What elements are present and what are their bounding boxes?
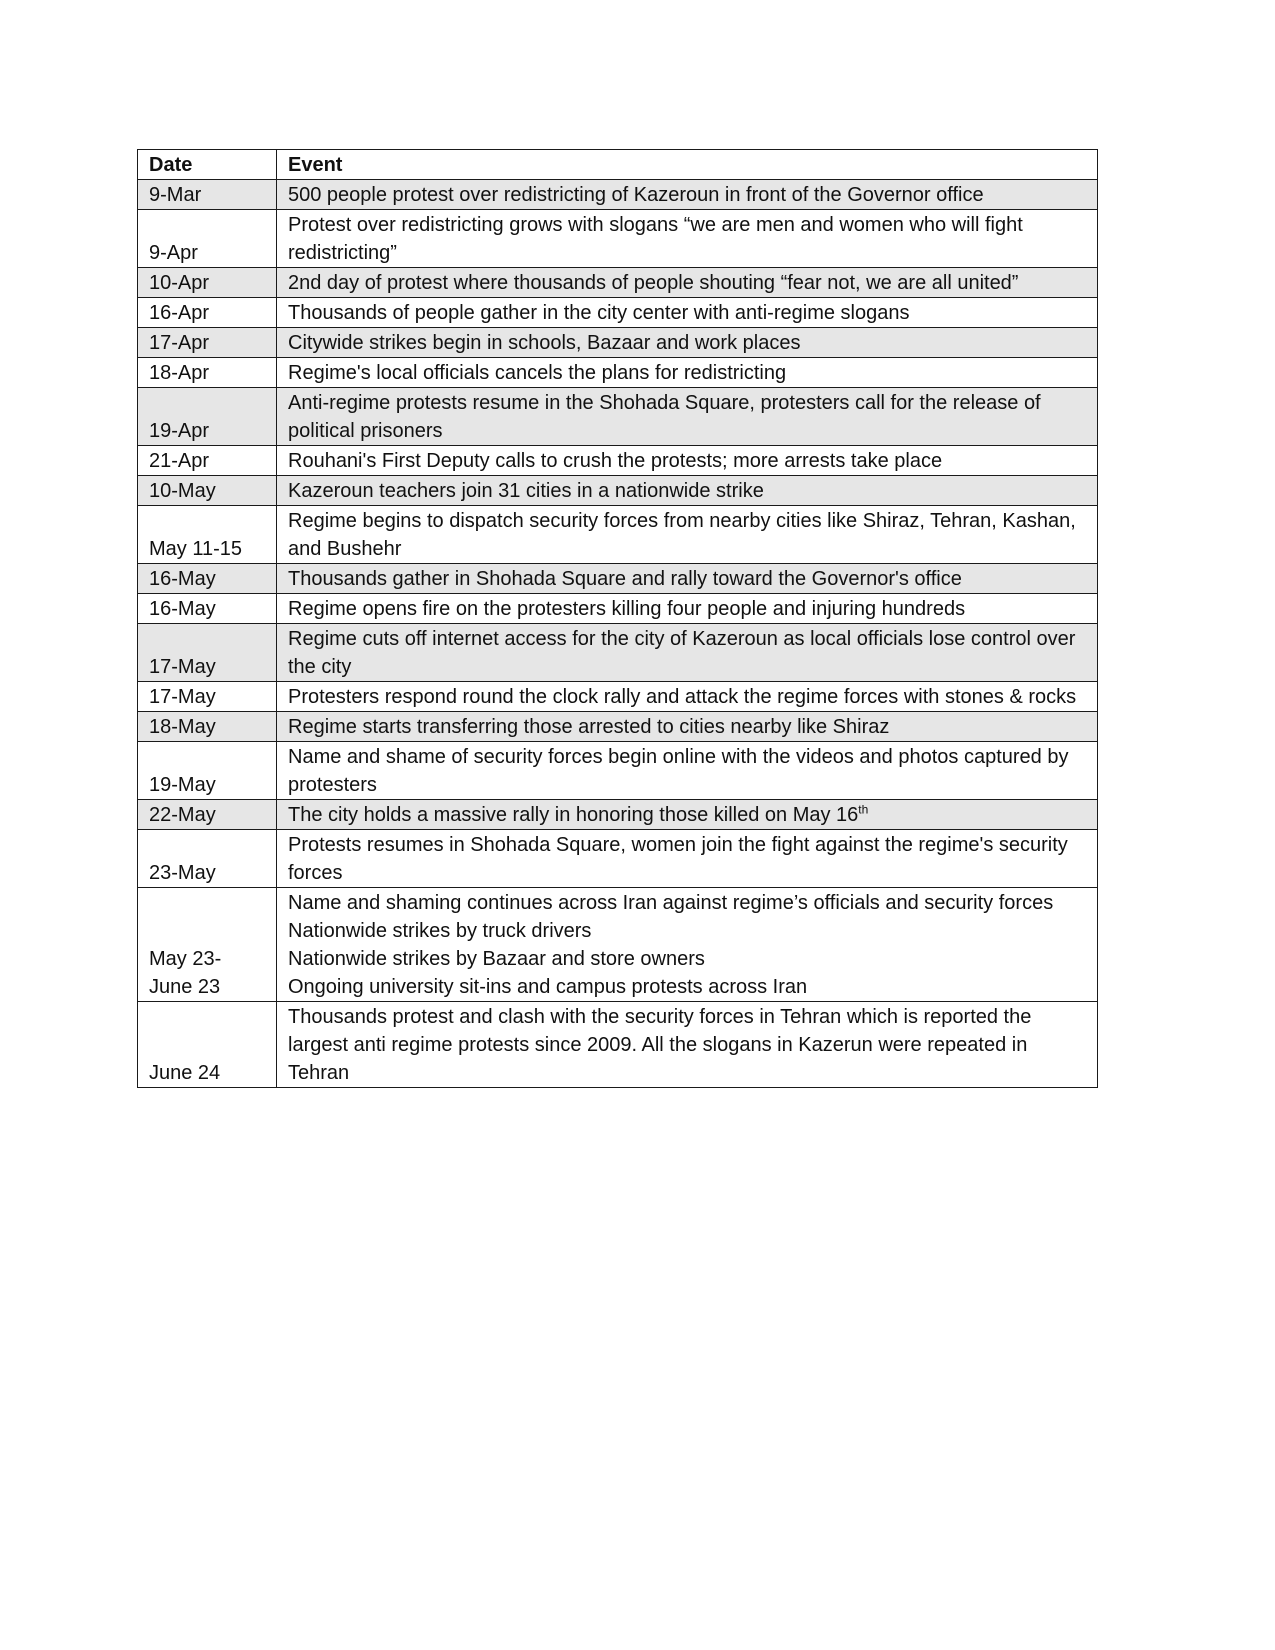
date-cell — [138, 446, 277, 476]
event-text — [288, 801, 1087, 829]
event-cell — [277, 446, 1098, 476]
date-cell — [138, 830, 277, 888]
event-text-main: Regime starts transferring those arrested to cities nearby like Shiraz — [288, 716, 890, 738]
date-text: 19-May — [149, 774, 216, 796]
event-cell — [277, 506, 1098, 564]
date-cell — [138, 888, 277, 1002]
ordinal-suffix: th — [858, 802, 869, 817]
table-row — [138, 298, 1098, 328]
table-row — [138, 1002, 1098, 1088]
date-cell — [138, 742, 277, 800]
table-row — [138, 682, 1098, 712]
event-text — [288, 713, 1087, 741]
table-body — [138, 180, 1098, 1088]
date-cell — [138, 210, 277, 268]
date-cell — [138, 506, 277, 564]
date-text: 18-May — [149, 716, 216, 738]
date-text: 22-May — [149, 804, 216, 826]
date-cell — [138, 476, 277, 506]
event-cell — [277, 682, 1098, 712]
event-cell — [277, 712, 1098, 742]
event-cell — [277, 180, 1098, 210]
event-text-main: Regime's local officials cancels the plans for redistricting — [288, 362, 787, 384]
table-row — [138, 800, 1098, 830]
date-text: 17-May — [149, 686, 216, 708]
event-timeline-table — [137, 149, 1098, 1088]
event-text — [288, 565, 1087, 593]
event-cell — [277, 388, 1098, 446]
date-text: 21-Apr — [149, 450, 210, 472]
table-row — [138, 830, 1098, 888]
date-text: 10-Apr — [149, 272, 210, 294]
date-text: 9-Mar — [149, 184, 202, 206]
event-text-main: Rouhani's First Deputy calls to crush the protests; more arrests take place — [288, 450, 943, 472]
event-text — [288, 359, 1087, 387]
date-cell — [138, 800, 277, 830]
event-text-main: 2nd day of protest where thousands of people shouting “fear not, we are all united” — [288, 272, 1019, 294]
table-row — [138, 388, 1098, 446]
event-text-main: Citywide strikes begin in schools, Bazaar and work places — [288, 332, 801, 354]
event-text-main: Kazeroun teachers join 31 cities in a nationwide strike — [288, 480, 764, 502]
event-text — [288, 389, 1087, 445]
event-text — [288, 743, 1087, 799]
event-text — [288, 831, 1087, 887]
date-text: 9-Apr — [149, 242, 198, 264]
table-row — [138, 328, 1098, 358]
date-cell — [138, 328, 277, 358]
event-text-main: Regime cuts off internet access for the city of Kazeroun as local officials lose control over the city — [288, 628, 1076, 678]
event-text — [288, 447, 1087, 475]
event-text — [288, 683, 1087, 711]
date-cell — [138, 180, 277, 210]
event-cell — [277, 476, 1098, 506]
event-text — [288, 1003, 1087, 1087]
table-row — [138, 476, 1098, 506]
event-text — [288, 625, 1087, 681]
event-text-main: Regime begins to dispatch security forces from nearby cities like Shiraz, Tehran, Kashan, and Bushehr — [288, 510, 1076, 560]
event-text — [288, 181, 1087, 209]
event-text — [288, 889, 1087, 1001]
table-row — [138, 506, 1098, 564]
date-text: May 23- June 23 — [149, 948, 222, 998]
event-text — [288, 477, 1087, 505]
table-row — [138, 446, 1098, 476]
event-text-main: The city holds a massive rally in honoring those killed on May 16 — [288, 804, 859, 826]
event-cell — [277, 358, 1098, 388]
date-cell — [138, 388, 277, 446]
event-text — [288, 211, 1087, 267]
date-text: 16-May — [149, 568, 216, 590]
event-cell — [277, 742, 1098, 800]
date-text: 19-Apr — [149, 420, 210, 442]
table-row — [138, 268, 1098, 298]
event-text — [288, 507, 1087, 563]
event-text — [288, 329, 1087, 357]
date-cell — [138, 712, 277, 742]
event-text — [288, 299, 1087, 327]
event-cell — [277, 1002, 1098, 1088]
event-cell — [277, 888, 1098, 1002]
event-column-header: Event — [277, 150, 1098, 180]
event-cell — [277, 268, 1098, 298]
event-cell — [277, 298, 1098, 328]
date-cell — [138, 624, 277, 682]
table-row — [138, 564, 1098, 594]
date-cell — [138, 682, 277, 712]
date-text: 10-May — [149, 480, 216, 502]
event-cell — [277, 594, 1098, 624]
table-row — [138, 742, 1098, 800]
event-cell — [277, 800, 1098, 830]
date-text: 16-May — [149, 598, 216, 620]
event-text — [288, 595, 1087, 623]
table-row — [138, 358, 1098, 388]
event-text-main: Regime opens fire on the protesters killing four people and injuring hundreds — [288, 598, 966, 620]
table-row — [138, 888, 1098, 1002]
date-text: 17-May — [149, 656, 216, 678]
date-cell — [138, 358, 277, 388]
event-text-main: Protest over redistricting grows with slogans “we are men and women who will fight redistricting” — [288, 214, 1023, 264]
date-text: 16-Apr — [149, 302, 210, 324]
date-text: May 11-15 — [149, 538, 243, 560]
event-cell — [277, 328, 1098, 358]
table-row — [138, 210, 1098, 268]
table-row — [138, 624, 1098, 682]
event-text-main: Protesters respond round the clock rally and attack the regime forces with stones & rocks — [288, 686, 1077, 708]
date-cell — [138, 1002, 277, 1088]
event-text-main: Name and shame of security forces begin online with the videos and photos captured by protesters — [288, 746, 1069, 796]
event-text — [288, 269, 1087, 297]
event-text-main: Protests resumes in Shohada Square, women join the fight against the regime's security forces — [288, 834, 1068, 884]
table-header-row — [138, 150, 1098, 180]
table-row — [138, 712, 1098, 742]
date-text: 23-May — [149, 862, 216, 884]
date-cell — [138, 268, 277, 298]
event-cell — [277, 210, 1098, 268]
table-row — [138, 180, 1098, 210]
event-text-main: 500 people protest over redistricting of Kazeroun in front of the Governor office — [288, 184, 984, 206]
event-text-main: Thousands of people gather in the city center with anti-regime slogans — [288, 302, 910, 324]
date-text: June 24 — [149, 1062, 221, 1084]
table-row — [138, 594, 1098, 624]
event-text-main: Thousands gather in Shohada Square and rally toward the Governor's office — [288, 568, 962, 590]
date-cell — [138, 564, 277, 594]
date-text: 17-Apr — [149, 332, 210, 354]
event-cell — [277, 624, 1098, 682]
date-cell — [138, 298, 277, 328]
event-text-main: Thousands protest and clash with the security forces in Tehran which is reported the largest anti regime protests since 2009. All the slogans in Kazerun were repeated in Tehran — [288, 1006, 1032, 1084]
date-column-header: Date — [138, 150, 277, 180]
event-text-main: Anti-regime protests resume in the Shohada Square, protesters call for the release of political prisoners — [288, 392, 1041, 442]
event-text-main: Name and shaming continues across Iran against regime’s officials and security forces Nationwide strikes by truck drivers Nationwide strikes by Bazaar and store owners Ongoing university sit-ins and campus protests across Iran — [288, 892, 1054, 998]
date-cell — [138, 594, 277, 624]
event-cell — [277, 830, 1098, 888]
event-cell — [277, 564, 1098, 594]
date-text: 18-Apr — [149, 362, 210, 384]
